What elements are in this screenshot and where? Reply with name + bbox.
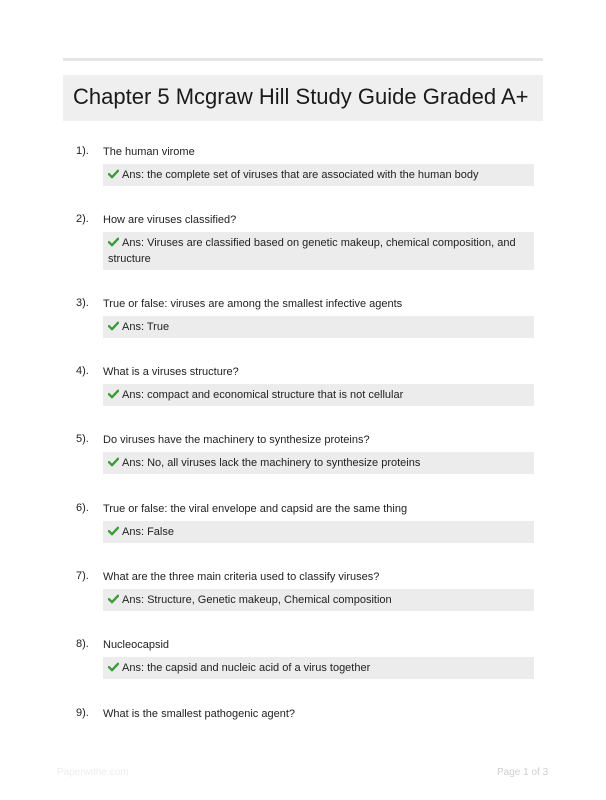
answer-text: Ans: the capsid and nucleic acid of a virus together — [122, 662, 371, 674]
check-icon — [108, 389, 119, 399]
question-number: 1). — [76, 145, 89, 157]
answer-box — [103, 164, 534, 186]
check-icon — [108, 321, 119, 331]
answer-text: Ans: Structure, Genetic makeup, Chemical composition — [122, 594, 392, 606]
question-number: 8). — [76, 638, 89, 650]
answer-box — [103, 589, 534, 611]
question-text: The human virome — [103, 146, 195, 158]
answer-box — [103, 232, 534, 270]
answer-text: Ans: False — [122, 526, 174, 538]
question-number: 2). — [76, 213, 89, 225]
question-number: 5). — [76, 433, 89, 445]
question-text: What is a viruses structure? — [103, 366, 239, 378]
question-number: 6). — [76, 502, 89, 514]
question-text: Nucleocapsid — [103, 639, 170, 651]
check-icon — [108, 662, 119, 672]
question-text: True or false: viruses are among the smallest infective agents — [103, 298, 403, 310]
check-icon — [108, 457, 119, 467]
answer-text: Ans: compact and economical structure that is not cellular — [122, 389, 404, 401]
document-title: Chapter 5 Mcgraw Hill Study Guide Graded A+ — [73, 84, 529, 109]
question-text: True or false: the viral envelope and capsid are the same thing — [103, 503, 408, 515]
answer-text: Ans: No, all viruses lack the machinery to synthesize proteins — [122, 457, 421, 469]
question-number: 3). — [76, 297, 89, 309]
check-icon — [108, 169, 119, 179]
question-text: How are viruses classified? — [103, 214, 237, 226]
question-number: 4). — [76, 365, 89, 377]
footer-watermark: Paperwithe.com — [57, 767, 129, 778]
check-icon — [108, 237, 119, 247]
answer-box — [103, 316, 534, 338]
check-icon — [108, 526, 119, 536]
question-text: What is the smallest pathogenic agent? — [103, 708, 296, 720]
question-text: What are the three main criteria used to classify viruses? — [103, 571, 380, 583]
answer-text: Ans: Viruses are classified based on genetic makeup, chemical composition, and structure — [108, 237, 516, 265]
question-number: 7). — [76, 570, 89, 582]
page-indicator: Page 1 of 3 — [497, 767, 549, 778]
question-number: 9). — [76, 707, 89, 719]
answer-box — [103, 657, 534, 679]
top-divider — [63, 58, 543, 61]
answer-box — [103, 384, 534, 406]
title-banner — [63, 75, 543, 121]
answer-box — [103, 452, 534, 474]
question-text: Do viruses have the machinery to synthesize proteins? — [103, 434, 370, 446]
check-icon — [108, 594, 119, 604]
answer-box — [103, 521, 534, 543]
answer-text: Ans: the complete set of viruses that are associated with the human body — [122, 169, 479, 181]
answer-text: Ans: True — [122, 321, 170, 333]
